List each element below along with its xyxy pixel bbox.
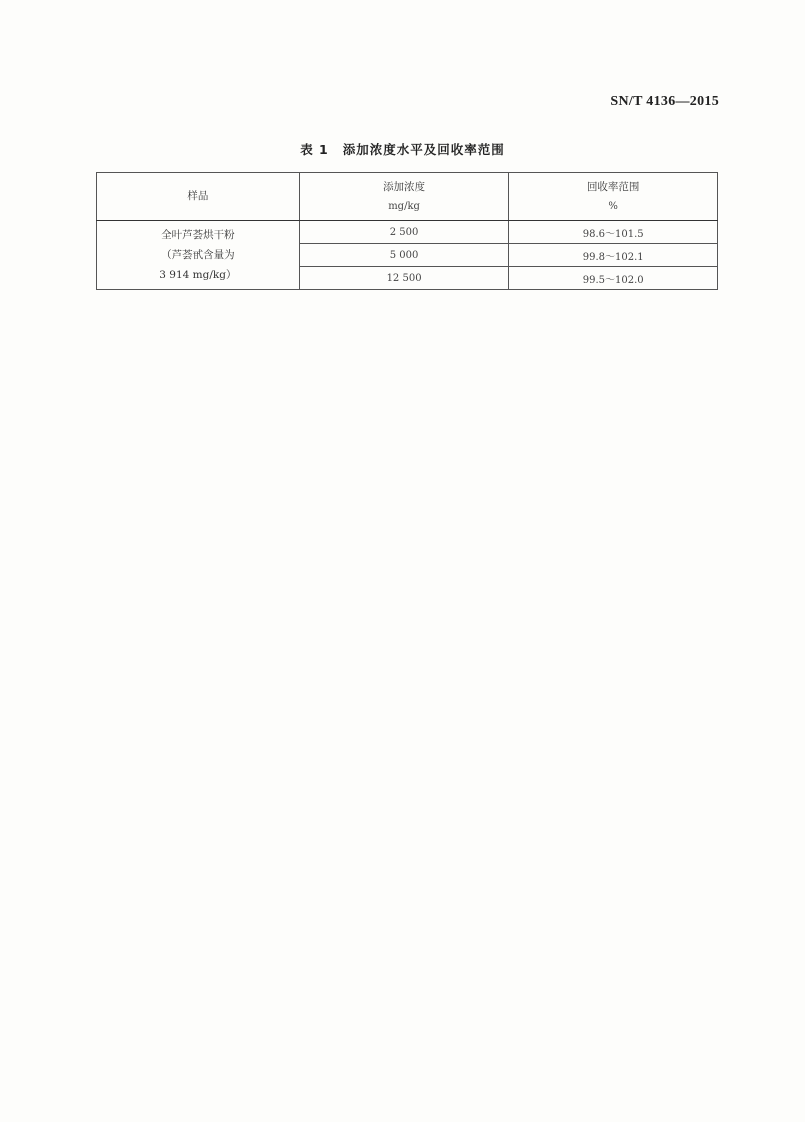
header-recovery-label: 回收率范围 (586, 180, 640, 193)
header-recovery (509, 173, 718, 221)
header-concentration-label: 添加浓度 (383, 180, 426, 193)
recovery-cell: 98.6～101.5 (509, 221, 718, 244)
header-recovery-unit: % (608, 200, 618, 212)
standard-code: SN/T 4136—2015 (610, 94, 719, 109)
table-header-row (97, 173, 718, 221)
concentration-cell: 12 500 (299, 267, 509, 290)
header-concentration (299, 173, 509, 221)
table-row (97, 221, 718, 244)
sample-note-line1: （芦荟甙含量为 (161, 249, 235, 261)
sample-cell (97, 221, 300, 290)
header-sample-label: 样品 (187, 190, 209, 202)
sample-note-line2: 3 914 mg/kg） (159, 269, 237, 281)
recovery-cell: 99.8～102.1 (509, 244, 718, 267)
sample-name: 全叶芦荟烘干粉 (161, 229, 235, 241)
header-concentration-unit: mg/kg (388, 200, 420, 212)
table-caption (0, 140, 805, 158)
recovery-cell: 99.5～102.0 (509, 267, 718, 290)
table-caption-number: 表 1 (300, 142, 329, 157)
concentration-cell: 2 500 (299, 221, 509, 244)
concentration-cell: 5 000 (299, 244, 509, 267)
table-caption-title: 添加浓度水平及回收率范围 (342, 142, 505, 157)
header-sample (97, 173, 300, 221)
recovery-table (96, 172, 718, 290)
